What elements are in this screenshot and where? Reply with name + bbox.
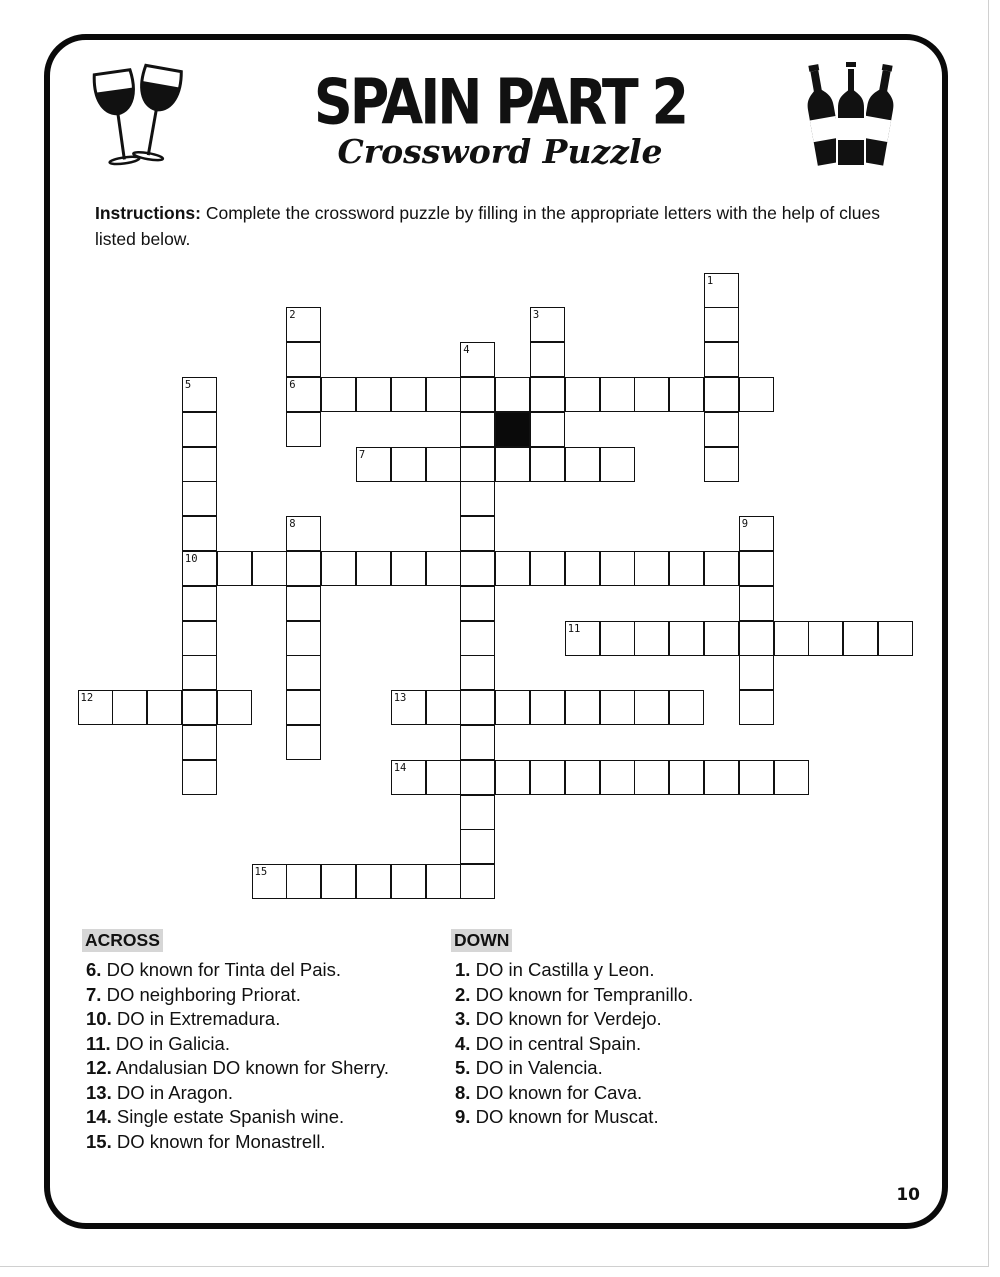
across-clue [86, 983, 389, 1008]
down-clue [455, 1007, 693, 1032]
grid-cell[interactable] [460, 481, 495, 516]
grid-cell[interactable] [356, 447, 391, 482]
grid-cell[interactable] [286, 307, 321, 342]
grid-cell[interactable] [565, 447, 600, 482]
grid-cell[interactable] [634, 690, 669, 725]
across-clue [86, 1032, 389, 1057]
grid-cell[interactable] [704, 377, 739, 412]
clue-num: 10. [86, 1008, 112, 1029]
grid-cell[interactable] [286, 864, 321, 899]
grid-cell[interactable] [600, 760, 635, 795]
grid-cell[interactable] [460, 829, 495, 864]
page-subtitle: Crossword Puzzle [337, 132, 663, 171]
grid-cell[interactable] [460, 725, 495, 760]
grid-cell[interactable] [669, 760, 704, 795]
clue-num: 11. [86, 1032, 111, 1054]
black-square [495, 412, 530, 447]
grid-cell[interactable] [391, 447, 426, 482]
clue-number: 9 [741, 518, 749, 531]
grid-cell[interactable] [774, 621, 809, 656]
grid-cell[interactable] [460, 621, 495, 656]
grid-cell[interactable] [495, 760, 530, 795]
grid-cell[interactable] [286, 690, 321, 725]
across-clue [86, 1105, 389, 1130]
grid-cell[interactable] [704, 447, 739, 482]
grid-cell[interactable] [286, 551, 321, 586]
page-title: SPAIN PART 2 [313, 66, 687, 139]
grid-cell[interactable] [112, 690, 147, 725]
clue-text: DO known for Cava. [470, 1081, 643, 1103]
clue-num: 7. [86, 983, 102, 1005]
clue-num: 14. [86, 1106, 112, 1127]
grid-cell[interactable] [634, 760, 669, 795]
grid-cell[interactable] [739, 621, 774, 656]
grid-cell[interactable] [530, 342, 565, 377]
down-clue [455, 1081, 693, 1106]
clue-number: 4 [463, 344, 470, 357]
grid-cell[interactable] [426, 690, 461, 725]
grid-cell[interactable] [460, 377, 495, 412]
clue-num: 12. [86, 1057, 112, 1078]
grid-cell[interactable] [182, 516, 217, 551]
grid-cell[interactable] [182, 447, 217, 482]
across-clue-list [86, 958, 389, 1154]
grid-cell[interactable] [426, 377, 461, 412]
down-clue [455, 1105, 693, 1130]
grid-cell[interactable] [217, 690, 252, 725]
grid-cell[interactable] [530, 760, 565, 795]
grid-cell[interactable] [600, 621, 635, 656]
clue-text: Andalusian DO known for Sherry. [111, 1057, 390, 1078]
clue-number: 5 [184, 378, 192, 391]
grid-cell[interactable] [182, 725, 217, 760]
grid-cell[interactable] [426, 760, 461, 795]
clue-number: 7 [358, 448, 366, 461]
clue-text: Single estate Spanish wine. [111, 1106, 345, 1127]
grid-cell[interactable] [286, 377, 321, 412]
grid-cell[interactable] [147, 690, 182, 725]
grid-cell[interactable] [878, 621, 913, 656]
grid-cell[interactable] [460, 586, 495, 621]
grid-cell[interactable] [600, 377, 635, 412]
down-clue [455, 1032, 693, 1057]
grid-cell[interactable] [182, 481, 217, 516]
grid-cell[interactable] [460, 412, 495, 447]
clue-number: 11 [567, 622, 581, 635]
grid-cell[interactable] [530, 447, 565, 482]
clue-text: DO in Galicia. [110, 1032, 230, 1054]
clue-number: 6 [289, 378, 296, 391]
grid-cell[interactable] [460, 795, 495, 830]
grid-cell[interactable] [739, 586, 774, 621]
clue-num: 4. [455, 1032, 471, 1054]
grid-cell[interactable] [182, 551, 217, 586]
grid-cell[interactable] [530, 551, 565, 586]
grid-cell[interactable] [182, 655, 217, 690]
grid-cell[interactable] [495, 551, 530, 586]
clue-number: 15 [254, 866, 268, 879]
grid-cell[interactable] [739, 516, 774, 551]
grid-cell[interactable] [286, 342, 321, 377]
instructions-label: Instructions: [95, 203, 201, 223]
clue-number: 1 [706, 274, 714, 287]
grid-cell[interactable] [217, 551, 252, 586]
clue-num: 6. [86, 959, 102, 980]
grid-cell[interactable] [252, 864, 287, 899]
grid-cell[interactable] [426, 447, 461, 482]
grid-cell[interactable] [460, 760, 495, 795]
grid-cell[interactable] [321, 864, 356, 899]
clue-number: 12 [80, 692, 94, 705]
across-clue [86, 1056, 389, 1081]
down-clue [455, 1056, 693, 1081]
grid-cell[interactable] [704, 342, 739, 377]
grid-cell[interactable] [182, 690, 217, 725]
clue-number: 14 [393, 761, 407, 774]
grid-cell[interactable] [391, 551, 426, 586]
clue-text: DO in central Spain. [470, 1032, 642, 1054]
across-heading: ACROSS [82, 929, 163, 952]
grid-cell[interactable] [391, 760, 426, 795]
clue-num: 9. [455, 1106, 471, 1127]
grid-cell[interactable] [600, 447, 635, 482]
instructions [95, 200, 895, 252]
clue-number: 10 [184, 552, 198, 565]
instructions-text: Complete the crossword puzzle by filling in the appropriate letters with the help of clues listed below. [95, 203, 880, 249]
grid-cell[interactable] [286, 516, 321, 551]
clue-num: 1. [455, 959, 471, 980]
grid-cell[interactable] [739, 551, 774, 586]
across-clue [86, 1081, 389, 1106]
grid-cell[interactable] [495, 377, 530, 412]
grid-cell[interactable] [565, 551, 600, 586]
grid-cell[interactable] [565, 690, 600, 725]
grid-cell[interactable] [634, 621, 669, 656]
grid-cell[interactable] [843, 621, 878, 656]
grid-cell[interactable] [182, 586, 217, 621]
grid-cell[interactable] [460, 655, 495, 690]
across-clue [86, 958, 389, 983]
clue-text: DO in Aragon. [111, 1081, 234, 1103]
grid-cell[interactable] [600, 690, 635, 725]
grid-cell[interactable] [460, 551, 495, 586]
clue-text: DO known for Tempranillo. [470, 983, 694, 1005]
grid-cell[interactable] [739, 655, 774, 690]
grid-cell[interactable] [182, 377, 217, 412]
grid-cell[interactable] [530, 690, 565, 725]
grid-cell[interactable] [565, 621, 600, 656]
grid-cell[interactable] [286, 586, 321, 621]
grid-cell[interactable] [391, 864, 426, 899]
grid-cell[interactable] [426, 551, 461, 586]
grid-cell[interactable] [426, 864, 461, 899]
grid-cell[interactable] [286, 725, 321, 760]
grid-cell[interactable] [739, 760, 774, 795]
clue-num: 2. [455, 983, 471, 1005]
grid-cell[interactable] [600, 551, 635, 586]
grid-cell[interactable] [739, 690, 774, 725]
grid-cell[interactable] [460, 342, 495, 377]
clue-number: 8 [289, 518, 296, 531]
clue-text: DO in Castilla y Leon. [470, 959, 655, 980]
grid-cell[interactable] [78, 690, 113, 725]
grid-cell[interactable] [739, 377, 774, 412]
grid-cell[interactable] [286, 412, 321, 447]
grid-cell[interactable] [565, 760, 600, 795]
grid-cell[interactable] [391, 690, 426, 725]
wine-glasses-icon [88, 60, 188, 172]
clue-num: 8. [455, 1081, 471, 1103]
grid-cell[interactable] [704, 273, 739, 308]
grid-cell[interactable] [495, 447, 530, 482]
grid-cell[interactable] [704, 412, 739, 447]
grid-cell[interactable] [182, 412, 217, 447]
grid-cell[interactable] [530, 377, 565, 412]
down-clue [455, 958, 693, 983]
grid-cell[interactable] [634, 551, 669, 586]
grid-cell[interactable] [286, 655, 321, 690]
clue-text: DO in Valencia. [470, 1057, 603, 1078]
grid-cell[interactable] [530, 307, 565, 342]
grid-cell[interactable] [704, 551, 739, 586]
clue-text: DO known for Tinta del Pais. [101, 959, 342, 980]
grid-cell[interactable] [321, 551, 356, 586]
grid-cell[interactable] [182, 621, 217, 656]
grid-cell[interactable] [460, 864, 495, 899]
grid-cell[interactable] [704, 621, 739, 656]
grid-cell[interactable] [252, 551, 287, 586]
clue-num: 15. [86, 1130, 112, 1152]
clue-num: 13. [86, 1081, 112, 1103]
grid-cell[interactable] [182, 760, 217, 795]
grid-cell[interactable] [391, 377, 426, 412]
grid-cell[interactable] [808, 621, 843, 656]
clue-number: 2 [289, 309, 296, 322]
grid-cell[interactable] [356, 551, 391, 586]
down-clue [455, 983, 693, 1008]
grid-cell[interactable] [704, 307, 739, 342]
grid-cell[interactable] [356, 864, 391, 899]
page-number: 10 [896, 1185, 920, 1205]
grid-cell[interactable] [565, 377, 600, 412]
grid-cell[interactable] [356, 377, 391, 412]
grid-cell[interactable] [460, 690, 495, 725]
clue-text: DO known for Monastrell. [111, 1130, 326, 1152]
clue-text: DO neighboring Priorat. [101, 983, 301, 1005]
down-clue-list [455, 958, 693, 1130]
clue-num: 5. [455, 1057, 471, 1078]
clue-text: DO known for Muscat. [470, 1106, 659, 1127]
clue-num: 3. [455, 1008, 471, 1029]
grid-cell[interactable] [669, 377, 704, 412]
grid-cell[interactable] [669, 621, 704, 656]
clue-text: DO known for Verdejo. [470, 1008, 662, 1029]
grid-cell[interactable] [704, 760, 739, 795]
grid-cell[interactable] [530, 412, 565, 447]
clue-number: 3 [532, 309, 540, 322]
clue-number: 13 [393, 692, 407, 705]
grid-cell[interactable] [460, 447, 495, 482]
across-clue [86, 1007, 389, 1032]
grid-cell[interactable] [669, 551, 704, 586]
grid-cell[interactable] [669, 690, 704, 725]
grid-cell[interactable] [774, 760, 809, 795]
grid-cell[interactable] [286, 621, 321, 656]
grid-cell[interactable] [634, 377, 669, 412]
across-clue [86, 1130, 389, 1155]
wine-bottles-icon [806, 60, 896, 172]
down-heading: DOWN [451, 929, 512, 952]
clue-text: DO in Extremadura. [111, 1008, 281, 1029]
grid-cell[interactable] [460, 516, 495, 551]
grid-cell[interactable] [495, 690, 530, 725]
grid-cell[interactable] [321, 377, 356, 412]
